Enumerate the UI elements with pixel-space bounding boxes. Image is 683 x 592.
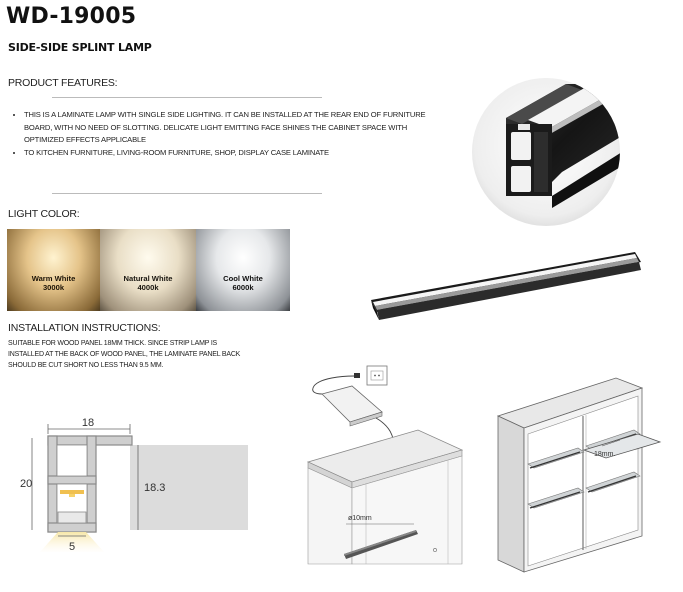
shelf-thickness-label: 18mm.: [594, 451, 616, 458]
profile-closeup-image: [470, 76, 622, 228]
swatch-temp: 6000k: [232, 283, 254, 292]
swatch-temp: 3000k: [42, 283, 65, 292]
led-width-label: 5: [68, 541, 76, 553]
model-number: WD-19005: [6, 4, 137, 29]
swatch-name: Warm White: [31, 274, 76, 283]
profile-dimension-diagram: [18, 412, 250, 562]
natural-white-swatch: [100, 229, 196, 311]
features-heading: PRODUCT FEATURES:: [8, 77, 118, 89]
swatch-name: Cool White: [223, 274, 263, 283]
light-color-heading: LIGHT COLOR:: [8, 208, 80, 220]
product-subtitle: SIDE-SIDE SPLINT LAMP: [8, 41, 152, 54]
cool-white-swatch: [196, 229, 290, 311]
diameter-label: ø10mm: [348, 515, 372, 522]
installation-text: SUITABLE FOR WOOD PANEL 18MM THICK. SINCE STRIP LAMP IS INSTALLED AT THE BACK OF WOOD PANEL, THE LAMINATE PANEL BACK SHOULD BE CUT SHORT NO LESS THAN 9.5 MM.: [8, 340, 241, 369]
warm-white-swatch: [7, 229, 100, 311]
feature-item: • THIS IS A LAMINATE LAMP WITH SINGLE SIDE LIGHTING. IT CAN BE INSTALLED AT THE REAR END OF FURNITURE BOARD, WITH NO NEED OF SLOTTING. DELICATE LIGHT EMITTING FACE SHINES THE CABINET SPACE WITH OPTIMIZED EFFECTS APPLICABLE: [24, 109, 444, 147]
lamp-bar-image: [365, 248, 645, 324]
features-list: [8, 109, 444, 159]
installation-heading: INSTALLATION INSTRUCTIONS:: [8, 322, 161, 334]
divider: [52, 193, 322, 194]
panel-dimension-label: 18.3: [144, 482, 166, 494]
divider: [52, 97, 322, 98]
width-dimension-label: 18: [81, 417, 95, 429]
feature-item: • TO KITCHEN FURNITURE, LIVING-ROOM FURNITURE, SHOP, DISPLAY CASE LAMINATE: [24, 147, 444, 160]
swatch-name: Natural White: [123, 274, 173, 283]
swatch-temp: 4000k: [137, 283, 159, 292]
cabinet-install-diagram: [306, 364, 468, 566]
shelf-unit-diagram: [494, 376, 666, 574]
height-dimension-label: 20: [20, 478, 33, 490]
